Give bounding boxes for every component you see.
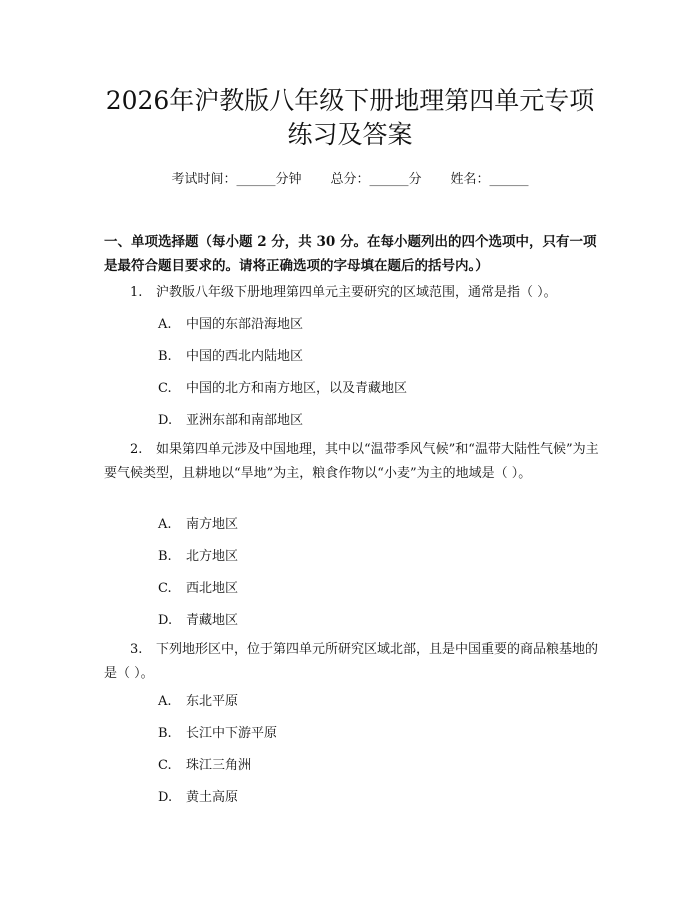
total-score-field: 总分：______分 [330, 172, 422, 187]
question-text: 下列地形区中，位于第四单元所研究区域北部，且是中国重要的商品粮基地的是（ ）。 [104, 642, 599, 681]
option-text: 珠江三角洲 [186, 758, 252, 773]
option-3b [158, 724, 277, 744]
option-2a [158, 515, 238, 535]
option-letter: D. [158, 790, 173, 805]
option-letter: D. [158, 613, 173, 628]
option-text: 亚洲东部和南部地区 [186, 413, 304, 428]
option-1d [158, 411, 303, 431]
option-letter: A. [158, 517, 172, 532]
question-number: 1. [130, 285, 143, 300]
question-text: 沪教版八年级下册地理第四单元主要研究的区域范围，通常是指（ ）。 [156, 285, 557, 300]
option-text: 中国的西北内陆地区 [186, 349, 304, 364]
option-text: 北方地区 [186, 549, 239, 564]
option-1a [158, 315, 303, 335]
option-text: 中国的东部沿海地区 [186, 317, 304, 332]
question-number: 3. [130, 642, 143, 657]
exam-time-field: 考试时间：______分钟 [171, 172, 302, 187]
question-number: 2. [130, 442, 143, 457]
option-letter: C. [158, 758, 172, 773]
question-3 [104, 638, 604, 686]
option-3d [158, 788, 238, 808]
option-letter: B. [158, 726, 172, 741]
option-letter: B. [158, 349, 172, 364]
option-text: 东北平原 [186, 694, 239, 709]
option-3c [158, 756, 251, 776]
document-title-line-2: 练习及答案 [287, 120, 413, 149]
option-text: 长江中下游平原 [186, 726, 278, 741]
option-text: 黄土高原 [186, 790, 239, 805]
option-text: 中国的北方和南方地区，以及青藏地区 [186, 381, 408, 396]
document-title-line-1: 2026年沪教版八年级下册地理第四单元专项 [105, 86, 595, 115]
question-2 [104, 438, 604, 486]
option-letter: A. [158, 694, 172, 709]
question-1 [104, 281, 604, 305]
option-text: 西北地区 [186, 581, 239, 596]
option-letter: A. [158, 317, 172, 332]
option-2c [158, 579, 238, 599]
option-1b [158, 347, 303, 367]
option-2d [158, 611, 238, 631]
option-3a [158, 692, 238, 712]
option-letter: B. [158, 549, 172, 564]
option-2b [158, 547, 238, 567]
option-text: 南方地区 [186, 517, 239, 532]
option-letter: D. [158, 413, 173, 428]
section-heading: 一、单项选择题（每小题 2 分，共 30 分。在每小题列出的四个选项中，只有一项是最符合题目要求的。请将正确选项的字母填在题后的括号内。） [104, 234, 597, 274]
question-text: 如果第四单元涉及中国地理，其中以“温带季风气候”和“温带大陆性气候”为主要气候类型，且耕地以“旱地”为主，粮食作物以“小麦”为主的地域是（ ）。 [104, 442, 599, 481]
name-field: 姓名：______ [450, 172, 529, 187]
option-letter: C. [158, 381, 172, 396]
option-letter: C. [158, 581, 172, 596]
exam-meta [0, 168, 700, 187]
option-text: 青藏地区 [186, 613, 239, 628]
option-1c [158, 379, 407, 399]
